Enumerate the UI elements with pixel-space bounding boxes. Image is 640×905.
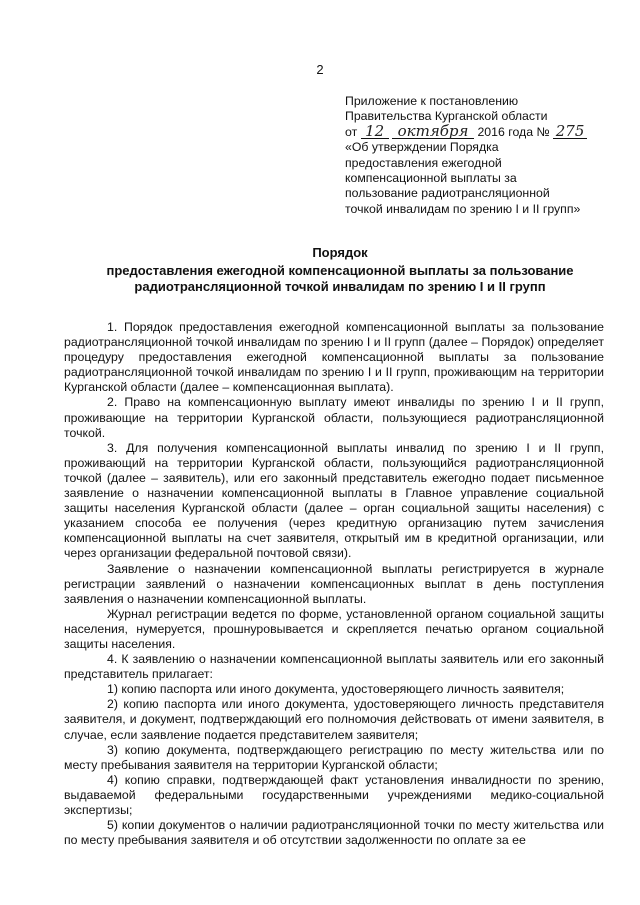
paragraph-registration: Заявление о назначении компенсационной выплаты регистрируется в журнале регистрации заявлений о назначении компенсационных выплат в день поступления заявления о назначении компенсационной выплаты. <box>64 561 604 606</box>
document-subtitle <box>60 263 620 294</box>
date-year: 2016 года № <box>477 124 550 139</box>
document-subtitle-line-1: предоставления ежегодной компенсационной выплаты за пользование <box>106 263 574 278</box>
handwritten-month: октября <box>392 125 474 139</box>
list-item-5: 5) копии документов о наличии радиотрансляционной точки по месту жительства или по месту пребывания заявителя и об отсутствии задолженности по оплате за ее <box>64 818 604 848</box>
paragraph-3: 3. Для получения компенсационной выплаты инвалид по зрению I и II групп, проживающий на территории Курганской области, пользующийся радиотрансляционной точкой (далее – заявитель), или его законный представитель ежегодно подает письменное заявление о назначении компенсационной выплаты в Главное управление социальной защиты населения Курганской области (далее – орган социальной защиты населения) с указанием способа ее получения (через кредитную организацию путем зачисления компенсационной выплаты на счет заявителя, открытый им в кредитной организации, или через организации федеральной почтовой связи). <box>64 440 604 561</box>
appendix-line-5: предоставления ежегодной <box>345 155 502 170</box>
appendix-line-4: «Об утверждении Порядка <box>345 140 499 155</box>
appendix-line-8: точкой инвалидам по зрению I и II групп» <box>345 201 581 216</box>
paragraph-journal: Журнал регистрации ведется по форме, установленной органом социальной защиты населения, нумеруется, прошнуровывается и скрепляется печатью органом социальной защиты населения. <box>64 606 604 651</box>
date-prefix: от <box>345 124 358 139</box>
appendix-block <box>345 94 615 217</box>
paragraph-4: 4. К заявлению о назначении компенсационной выплаты заявитель или его законный представитель прилагает: <box>64 652 604 682</box>
list-item-4: 4) копию справки, подтверждающей факт установления инвалидности по зрению, выдаваемой федеральными государственными учреждениями медико-социальной экспертизы; <box>64 772 604 817</box>
page-number: 2 <box>316 62 324 77</box>
appendix-date-line <box>345 121 615 140</box>
paragraph-1: 1. Порядок предоставления ежегодной компенсационной выплаты за пользование радиотрансляционной точкой инвалидам по зрению I и II групп (далее – Порядок) определяет процедуру предоставления ежегодной компенсационной выплаты за пользование радиотрансляционной точкой инвалидам по зрению I и II групп, проживающим на территории Курганской области (далее – компенсационная выплата). <box>64 320 604 395</box>
appendix-line-6: компенсационной выплаты за <box>345 171 517 186</box>
handwritten-doc-number: 275 <box>553 125 587 139</box>
list-item-3: 3) копию документа, подтверждающего регистрацию по месту жительства или по месту пребывания заявителя на территории Курганской области; <box>64 742 604 772</box>
document-body <box>64 320 604 848</box>
document-title: Порядок <box>312 245 368 260</box>
list-item-2: 2) копию паспорта или иного документа, удостоверяющего личность представителя заявителя, и документ, подтверждающий его полномочия действовать от имени заявителя, в случае, если заявление подается представителем заявителя; <box>64 697 604 742</box>
appendix-line-7: пользование радиотрансляционной <box>345 186 550 201</box>
list-item-1: 1) копию паспорта или иного документа, удостоверяющего личность заявителя; <box>107 682 565 697</box>
document-subtitle-line-2: радиотрансляционной точкой инвалидам по зрению I и II групп <box>134 278 546 294</box>
handwritten-day: 12 <box>361 125 389 139</box>
paragraph-2: 2. Право на компенсационную выплату имеют инвалиды по зрению I и II групп, проживающие на территории Курганской области, пользующиеся радиотрансляционной точкой. <box>64 395 604 440</box>
appendix-line-1: Приложение к постановлению <box>345 94 519 108</box>
appendix-line-2: Правительства Курганской области <box>345 109 548 124</box>
